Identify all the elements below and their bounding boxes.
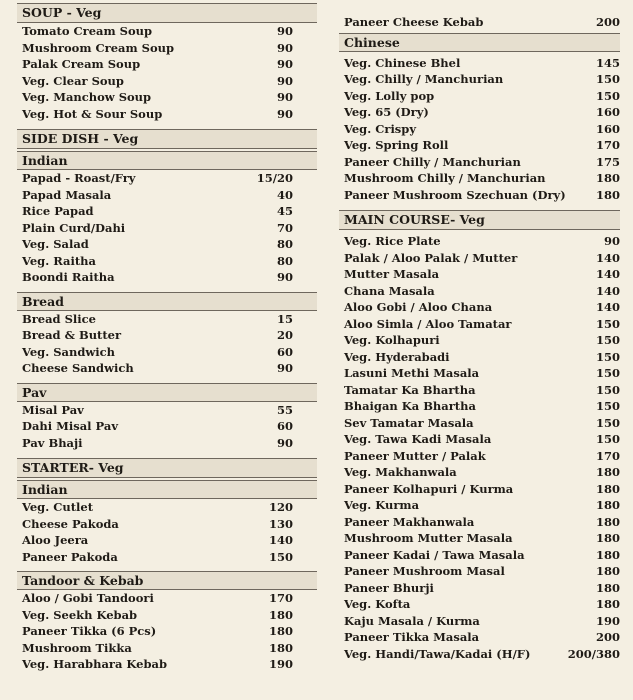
menu-item-name: Veg. Sandwich	[22, 344, 116, 359]
menu-item-name: Pav Bhaji	[22, 435, 83, 450]
menu-item-price: 90	[276, 40, 293, 55]
menu-item-name: Veg. Raitha	[22, 253, 96, 268]
menu-item-price: 190	[595, 613, 620, 628]
menu-item-list	[17, 23, 317, 122]
menu-item	[339, 365, 620, 382]
side-dish-section	[17, 129, 317, 451]
menu-item-name: Veg. Harabhara Kebab	[22, 657, 168, 671]
menu-item	[339, 415, 620, 432]
starter-section	[17, 458, 317, 673]
menu-item-price: 180	[595, 547, 620, 562]
menu-item-price: 180	[268, 607, 293, 622]
menu-item-price: 130	[268, 516, 293, 531]
menu-item-name: Plain Curd/Dahi	[22, 220, 126, 235]
menu-item-price: 150	[595, 415, 620, 430]
section-title-chinese: Chinese	[339, 33, 620, 52]
menu-item	[17, 607, 317, 624]
menu-item-price: 90	[276, 73, 293, 88]
menu-item-price: 80	[276, 253, 293, 268]
menu-item-price: 180	[268, 624, 293, 638]
menu-item-name: Veg. Handi/Tawa/Kadai (H/F)	[344, 646, 531, 661]
menu-item-name: Paneer Kadai / Tawa Masala	[344, 547, 525, 562]
menu-item-name: Papad - Roast/Fry	[22, 171, 136, 185]
menu-item	[17, 344, 317, 361]
menu-item	[339, 283, 620, 300]
menu-item	[339, 299, 620, 316]
menu-item-price: 140	[268, 533, 293, 547]
main-course-section	[339, 210, 620, 662]
menu-item-name: Boondi Raitha	[22, 270, 115, 284]
menu-item	[339, 530, 620, 547]
menu-item-list	[17, 402, 317, 452]
right-menu-column	[339, 0, 620, 662]
menu-item-name: Paneer Chilly / Manchurian	[344, 154, 521, 169]
menu-item	[17, 360, 317, 377]
menu-item-name: Mutter Masala	[344, 267, 440, 281]
menu-item	[339, 580, 620, 597]
menu-item-list	[339, 52, 620, 204]
menu-item-list	[17, 499, 317, 565]
menu-item-price: 140	[595, 267, 620, 281]
menu-item	[339, 88, 620, 105]
subsection-title-tandoor: Tandoor & Kebab	[17, 571, 317, 590]
menu-item	[339, 170, 620, 187]
menu-item	[339, 316, 620, 333]
menu-item-name: Veg. Tawa Kadi Masala	[344, 432, 492, 446]
menu-item	[339, 233, 620, 250]
menu-item-name: Aloo Simla / Aloo Tamatar	[344, 316, 512, 331]
menu-item	[339, 349, 620, 366]
menu-item-price: 55	[276, 402, 293, 417]
menu-item	[339, 448, 620, 465]
menu-item-price: 20	[276, 328, 293, 342]
menu-item	[17, 656, 317, 673]
menu-item-price: 90	[276, 270, 293, 284]
menu-item	[339, 332, 620, 349]
subsection-title-indian: Indian	[17, 151, 317, 170]
menu-item	[339, 563, 620, 580]
menu-item-price: 150	[595, 382, 620, 397]
menu-item-name: Sev Tamatar Masala	[344, 415, 474, 430]
menu-item-list	[17, 170, 317, 286]
menu-item	[339, 547, 620, 564]
section-title-main-course: MAIN COURSE- Veg	[339, 210, 620, 230]
menu-item-list	[339, 230, 620, 662]
menu-item-name: Chana Masala	[344, 283, 435, 298]
menu-item-price: 150	[595, 72, 620, 86]
menu-item-name: Paneer Makhanwala	[344, 514, 475, 529]
menu-item-price: 60	[276, 344, 293, 359]
menu-item	[339, 104, 620, 121]
menu-item-name: Kaju Masala / Kurma	[344, 613, 480, 628]
menu-item	[17, 311, 317, 328]
menu-item-name: Papad Masala	[22, 187, 112, 202]
menu-item-price: 180	[595, 481, 620, 496]
section-title-starter: STARTER- Veg	[17, 458, 317, 478]
menu-item-price: 150	[595, 399, 620, 413]
menu-item-price: 140	[595, 283, 620, 298]
menu-item-name: Misal Pav	[22, 402, 84, 417]
menu-item	[339, 497, 620, 514]
menu-item-name: Veg. Crispy	[344, 121, 417, 136]
menu-item-name: Paneer Mushroom Szechuan (Dry)	[344, 187, 566, 202]
menu-item-name: Palak Cream Soup	[22, 57, 141, 71]
menu-item-name: Veg. Salad	[22, 237, 89, 251]
menu-item	[17, 106, 317, 123]
menu-item	[17, 89, 317, 106]
menu-item-name: Cheese Sandwich	[22, 361, 134, 375]
menu-item	[339, 71, 620, 88]
menu-item	[17, 73, 317, 90]
menu-item	[339, 629, 620, 646]
menu-item	[339, 14, 620, 31]
menu-item-price: 175	[595, 154, 620, 169]
menu-item	[339, 514, 620, 531]
menu-item	[339, 431, 620, 448]
menu-item	[17, 402, 317, 419]
menu-item-price: 45	[276, 204, 293, 218]
menu-item	[339, 382, 620, 399]
menu-item-name: Palak / Aloo Palak / Mutter	[344, 250, 518, 265]
menu-item-name: Veg. Kofta	[344, 597, 411, 611]
menu-item-name: Veg. Seekh Kebab	[22, 607, 138, 622]
menu-item-price: 90	[276, 435, 293, 450]
menu-item	[17, 327, 317, 344]
menu-item	[339, 596, 620, 613]
menu-item-price: 150	[595, 88, 620, 103]
menu-item-name: Bread Slice	[22, 311, 96, 326]
menu-item-price: 150	[595, 366, 620, 380]
menu-item-name: Veg. Kurma	[344, 498, 420, 512]
menu-item	[339, 613, 620, 630]
menu-item-price: 90	[603, 234, 620, 248]
menu-item-price: 180	[595, 498, 620, 512]
menu-item-name: Cheese Pakoda	[22, 516, 119, 531]
menu-item-price: 200/380	[567, 646, 620, 661]
menu-item	[17, 590, 317, 607]
menu-item-name: Aloo Gobi / Aloo Chana	[344, 300, 493, 314]
menu-item-name: Tamatar Ka Bhartha	[344, 382, 476, 397]
menu-item	[17, 220, 317, 237]
menu-item	[17, 203, 317, 220]
menu-item-price: 70	[276, 220, 293, 235]
menu-item	[17, 187, 317, 204]
menu-item	[339, 187, 620, 204]
menu-item	[17, 499, 317, 516]
menu-item-name: Paneer Tikka Masala	[344, 630, 480, 644]
section-title-soup: SOUP - Veg	[17, 3, 317, 23]
menu-item-price: 150	[595, 316, 620, 331]
menu-item-price: 60	[276, 419, 293, 433]
menu-item-name: Paneer Mushroom Masal	[344, 564, 505, 578]
menu-item-price: 150	[595, 333, 620, 347]
subsection-title-starter-indian: Indian	[17, 480, 317, 499]
menu-item-name: Mushroom Cream Soup	[22, 40, 175, 55]
menu-item-price: 180	[595, 580, 620, 595]
menu-item-price: 180	[595, 171, 620, 185]
menu-item-name: Veg. Clear Soup	[22, 73, 124, 88]
menu-item-price: 40	[276, 187, 293, 202]
menu-item	[339, 481, 620, 498]
menu-item-name: Veg. Manchow Soup	[22, 90, 152, 104]
menu-item	[17, 623, 317, 640]
menu-item	[17, 435, 317, 452]
subsection-title-pav: Pav	[17, 383, 317, 402]
menu-item-name: Veg. Makhanwala	[344, 465, 457, 479]
menu-item	[339, 154, 620, 171]
menu-item-price: 90	[276, 106, 293, 121]
menu-item-name: Paneer Bhurji	[344, 580, 434, 595]
menu-item-price: 140	[595, 300, 620, 314]
menu-item-name: Paneer Tikka (6 Pcs)	[22, 624, 157, 638]
menu-item-name: Mushroom Tikka	[22, 640, 132, 655]
menu-item	[339, 398, 620, 415]
section-title-side-dish: SIDE DISH - Veg	[17, 129, 317, 149]
menu-item-name: Bread & Butter	[22, 328, 122, 342]
menu-item-price: 180	[595, 465, 620, 479]
menu-item	[339, 250, 620, 267]
menu-item	[17, 269, 317, 286]
menu-item	[339, 121, 620, 138]
menu-item-name: Veg. Spring Roll	[344, 138, 449, 152]
menu-item	[339, 137, 620, 154]
menu-item-price: 90	[276, 57, 293, 71]
menu-item	[17, 640, 317, 657]
menu-item-price: 160	[595, 121, 620, 136]
menu-item-name: Veg. Rice Plate	[344, 234, 441, 248]
menu-item-name: Paneer Kolhapuri / Kurma	[344, 481, 514, 496]
menu-item-name: Lasuni Methi Masala	[344, 366, 480, 380]
menu-item-name: Veg. Chilly / Manchurian	[344, 72, 504, 86]
menu-item-name: Dahi Misal Pav	[22, 419, 119, 433]
menu-item-price: 15	[276, 311, 293, 326]
chinese-section	[339, 33, 620, 204]
menu-item-name: Mushroom Mutter Masala	[344, 531, 513, 545]
menu-item-price: 170	[595, 448, 620, 463]
menu-item-price: 180	[595, 514, 620, 529]
menu-item	[17, 549, 317, 566]
menu-item-name: Veg. Hot & Sour Soup	[22, 106, 163, 121]
menu-item	[17, 418, 317, 435]
menu-item	[339, 646, 620, 663]
menu-item-price: 150	[595, 349, 620, 364]
menu-item-price: 180	[595, 187, 620, 202]
menu-item	[339, 266, 620, 283]
menu-item	[17, 40, 317, 57]
menu-item-price: 180	[595, 597, 620, 611]
menu-item-price: 90	[276, 24, 293, 38]
menu-item-name: Tomato Cream Soup	[22, 24, 153, 38]
soup-section	[17, 3, 317, 122]
menu-item-name: Veg. Kolhapuri	[344, 333, 440, 347]
menu-item-price: 15/20	[256, 171, 293, 185]
subsection-title-bread: Bread	[17, 292, 317, 311]
menu-item-price: 180	[268, 640, 293, 655]
menu-item-price: 80	[276, 237, 293, 251]
menu-item-price: 140	[595, 250, 620, 265]
menu-item	[17, 23, 317, 40]
menu-item-name: Veg. Hyderabadi	[344, 349, 450, 364]
menu-item-name: Rice Papad	[22, 204, 94, 218]
menu-item-price: 180	[595, 564, 620, 578]
menu-item-price: 200	[595, 15, 620, 29]
menu-item-name: Veg. Cutlet	[22, 500, 94, 514]
menu-item-name: Aloo Jeera	[22, 533, 89, 547]
menu-item	[339, 55, 620, 72]
menu-item-price: 170	[268, 591, 293, 605]
menu-item-price: 150	[595, 432, 620, 446]
menu-item-name: Bhaigan Ka Bhartha	[344, 399, 476, 413]
menu-item-price: 90	[276, 361, 293, 375]
menu-item-name: Mushroom Chilly / Manchurian	[344, 171, 546, 185]
menu-item-price: 145	[595, 55, 620, 70]
menu-item-name: Veg. 65 (Dry)	[344, 105, 429, 119]
menu-item-name: Veg. Chinese Bhel	[344, 55, 461, 70]
menu-item-name: Paneer Mutter / Palak	[344, 448, 486, 463]
menu-item-list	[17, 311, 317, 377]
menu-item-name: Paneer Cheese Kebab	[344, 15, 484, 29]
menu-item	[17, 253, 317, 270]
menu-item	[17, 56, 317, 73]
menu-item-price: 120	[268, 500, 293, 514]
menu-item	[17, 236, 317, 253]
menu-item-name: Veg. Lolly pop	[344, 88, 435, 103]
menu-item-name: Aloo / Gobi Tandoori	[22, 591, 154, 605]
menu-item	[17, 532, 317, 549]
menu-item-price: 160	[595, 105, 620, 119]
left-menu-column	[17, 0, 317, 673]
menu-item	[17, 170, 317, 187]
menu-item-name: Paneer Pakoda	[22, 549, 118, 564]
menu-item	[17, 516, 317, 533]
menu-item-price: 90	[276, 90, 293, 104]
menu-item-price: 170	[595, 138, 620, 152]
menu-item-list	[17, 590, 317, 673]
menu-item-price: 180	[595, 531, 620, 545]
menu-item	[339, 464, 620, 481]
menu-item-price: 190	[268, 657, 293, 671]
menu-item-price: 200	[595, 630, 620, 644]
menu-item-price: 150	[268, 549, 293, 564]
